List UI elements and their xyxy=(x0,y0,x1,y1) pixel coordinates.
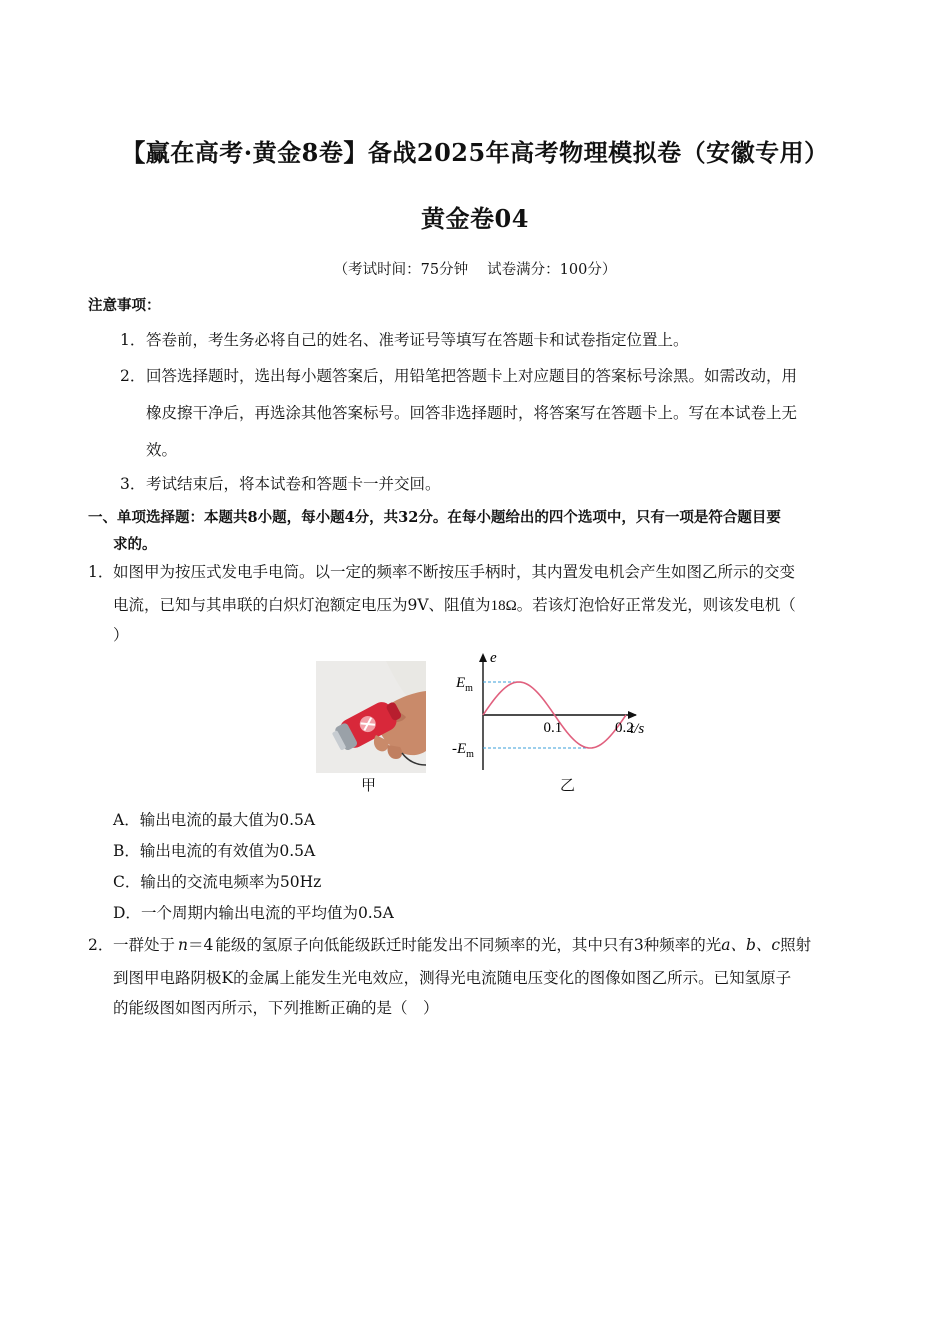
q1-line-2 xyxy=(113,593,796,615)
notice-item-2-line-1: 回答选择题时，选出每小题答案后，用铅笔把答题卡上对应题目的答案标号涂黑。如需改动，用 xyxy=(146,367,798,385)
q2-line-1-a: 一群处于 xyxy=(113,936,176,954)
q1-option-b-label: B． xyxy=(113,842,140,860)
q2-line-1 xyxy=(113,933,811,955)
section-1-heading: 一、单项选择题：本题共8小题，每小题4分，共32分。在每小题给出的四个选项中，只有一项是符合题目要 xyxy=(88,509,781,526)
q1-option-b[interactable] xyxy=(113,839,315,861)
q1-option-a[interactable] xyxy=(113,808,315,830)
q1-option-c-label: C． xyxy=(113,873,141,891)
notice-item-3-num: 3． xyxy=(120,475,146,493)
q2-line-1-b: 能级的氢原子向低能级跃迁时能发出不同频率的光，其中只有3种频率的光 xyxy=(215,936,722,954)
figure-caption-yi: 乙 xyxy=(560,776,576,794)
q1-option-c[interactable] xyxy=(113,870,321,892)
x-axis-label: t/s xyxy=(630,721,645,737)
figure-caption-jia: 甲 xyxy=(361,776,377,794)
notice-item-1-text: 答卷前，考生务必将自己的姓名、准考证号等填写在答题卡和试卷指定位置上。 xyxy=(146,331,689,349)
x-tick-label-0-2: 0.2 xyxy=(615,720,634,736)
notice-item-2-line-2: 橡皮擦干净后，再选涂其他答案标号。回答非选择题时，将答案写在答题卡上。写在本试卷上无 xyxy=(146,404,798,422)
q2-abc: a、b、c xyxy=(721,936,781,954)
flashlight-photo xyxy=(316,661,426,773)
notice-item-3-text: 考试结束后，将本试卷和答题卡一并交回。 xyxy=(146,475,441,493)
exam-info: （考试时间：75分钟 试卷满分：100分） xyxy=(333,262,617,278)
notice-item-1-num: 1． xyxy=(120,331,146,349)
x-tick-label-0-1: 0.1 xyxy=(543,720,563,736)
q1-option-d-text: 一个周期内输出电流的平均值为0.5A xyxy=(140,904,394,922)
q1-resistance-value: 18Ω xyxy=(490,598,517,614)
section-1-heading-cont: 求的。 xyxy=(113,536,157,553)
q1-figure xyxy=(316,648,666,798)
page-title: 【赢在高考·黄金8卷】备战2025年高考物理模拟卷（安徽专用） xyxy=(121,138,829,167)
q1-line-2-a: 电流，已知与其串联的白炽灯泡额定电压为9V、阻值为 xyxy=(113,596,491,614)
q2-line-3: 的能级图如图丙所示，下列推断正确的是（ ） xyxy=(113,999,439,1017)
q1-line-1: 如图甲为按压式发电手电筒。以一定的频率不断按压手柄时，其内置发电机会产生如图乙所示的交变 xyxy=(113,563,796,581)
paper-subtitle: 黄金卷04 xyxy=(421,204,529,233)
q1-number: 1． xyxy=(88,563,114,581)
y-axis-arrow xyxy=(479,653,487,662)
q1-option-d-label: D． xyxy=(113,904,141,922)
q1-option-a-text: 输出电流的最大值为0.5A xyxy=(139,811,316,829)
q2-eq: ＝4 xyxy=(188,936,214,954)
q1-option-b-text: 输出电流的有效值为0.5A xyxy=(139,842,316,860)
q1-line-3: ） xyxy=(113,626,129,644)
x-axis-arrow xyxy=(628,711,637,719)
notice-item-2-num: 2． xyxy=(120,367,146,385)
q1-line-2-b: 。若该灯泡恰好正常发光，则该发电机（ xyxy=(516,596,796,614)
q2-line-1-c: 照射 xyxy=(780,936,812,954)
y-tick-label-em: $E_m$ xyxy=(456,675,473,694)
q2-number: 2． xyxy=(88,936,114,954)
q1-option-d[interactable] xyxy=(113,901,394,923)
q2-var-n: n xyxy=(178,936,188,954)
q1-option-a-label: A． xyxy=(113,811,140,829)
y-axis-label: e xyxy=(490,650,497,666)
q2-line-2: 到图甲电路阴极K的金属上能发生光电效应，测得光电流随电压变化的图像如图乙所示。已知氢原子 xyxy=(113,969,792,987)
notice-item-2-line-3: 效。 xyxy=(146,441,178,459)
q1-option-c-text: 输出的交流电频率为50Hz xyxy=(140,873,322,891)
y-tick-label-neg-em: $-E_m$ xyxy=(452,741,474,760)
notice-heading: 注意事项： xyxy=(88,297,161,314)
ac-waveform-chart xyxy=(446,648,666,778)
